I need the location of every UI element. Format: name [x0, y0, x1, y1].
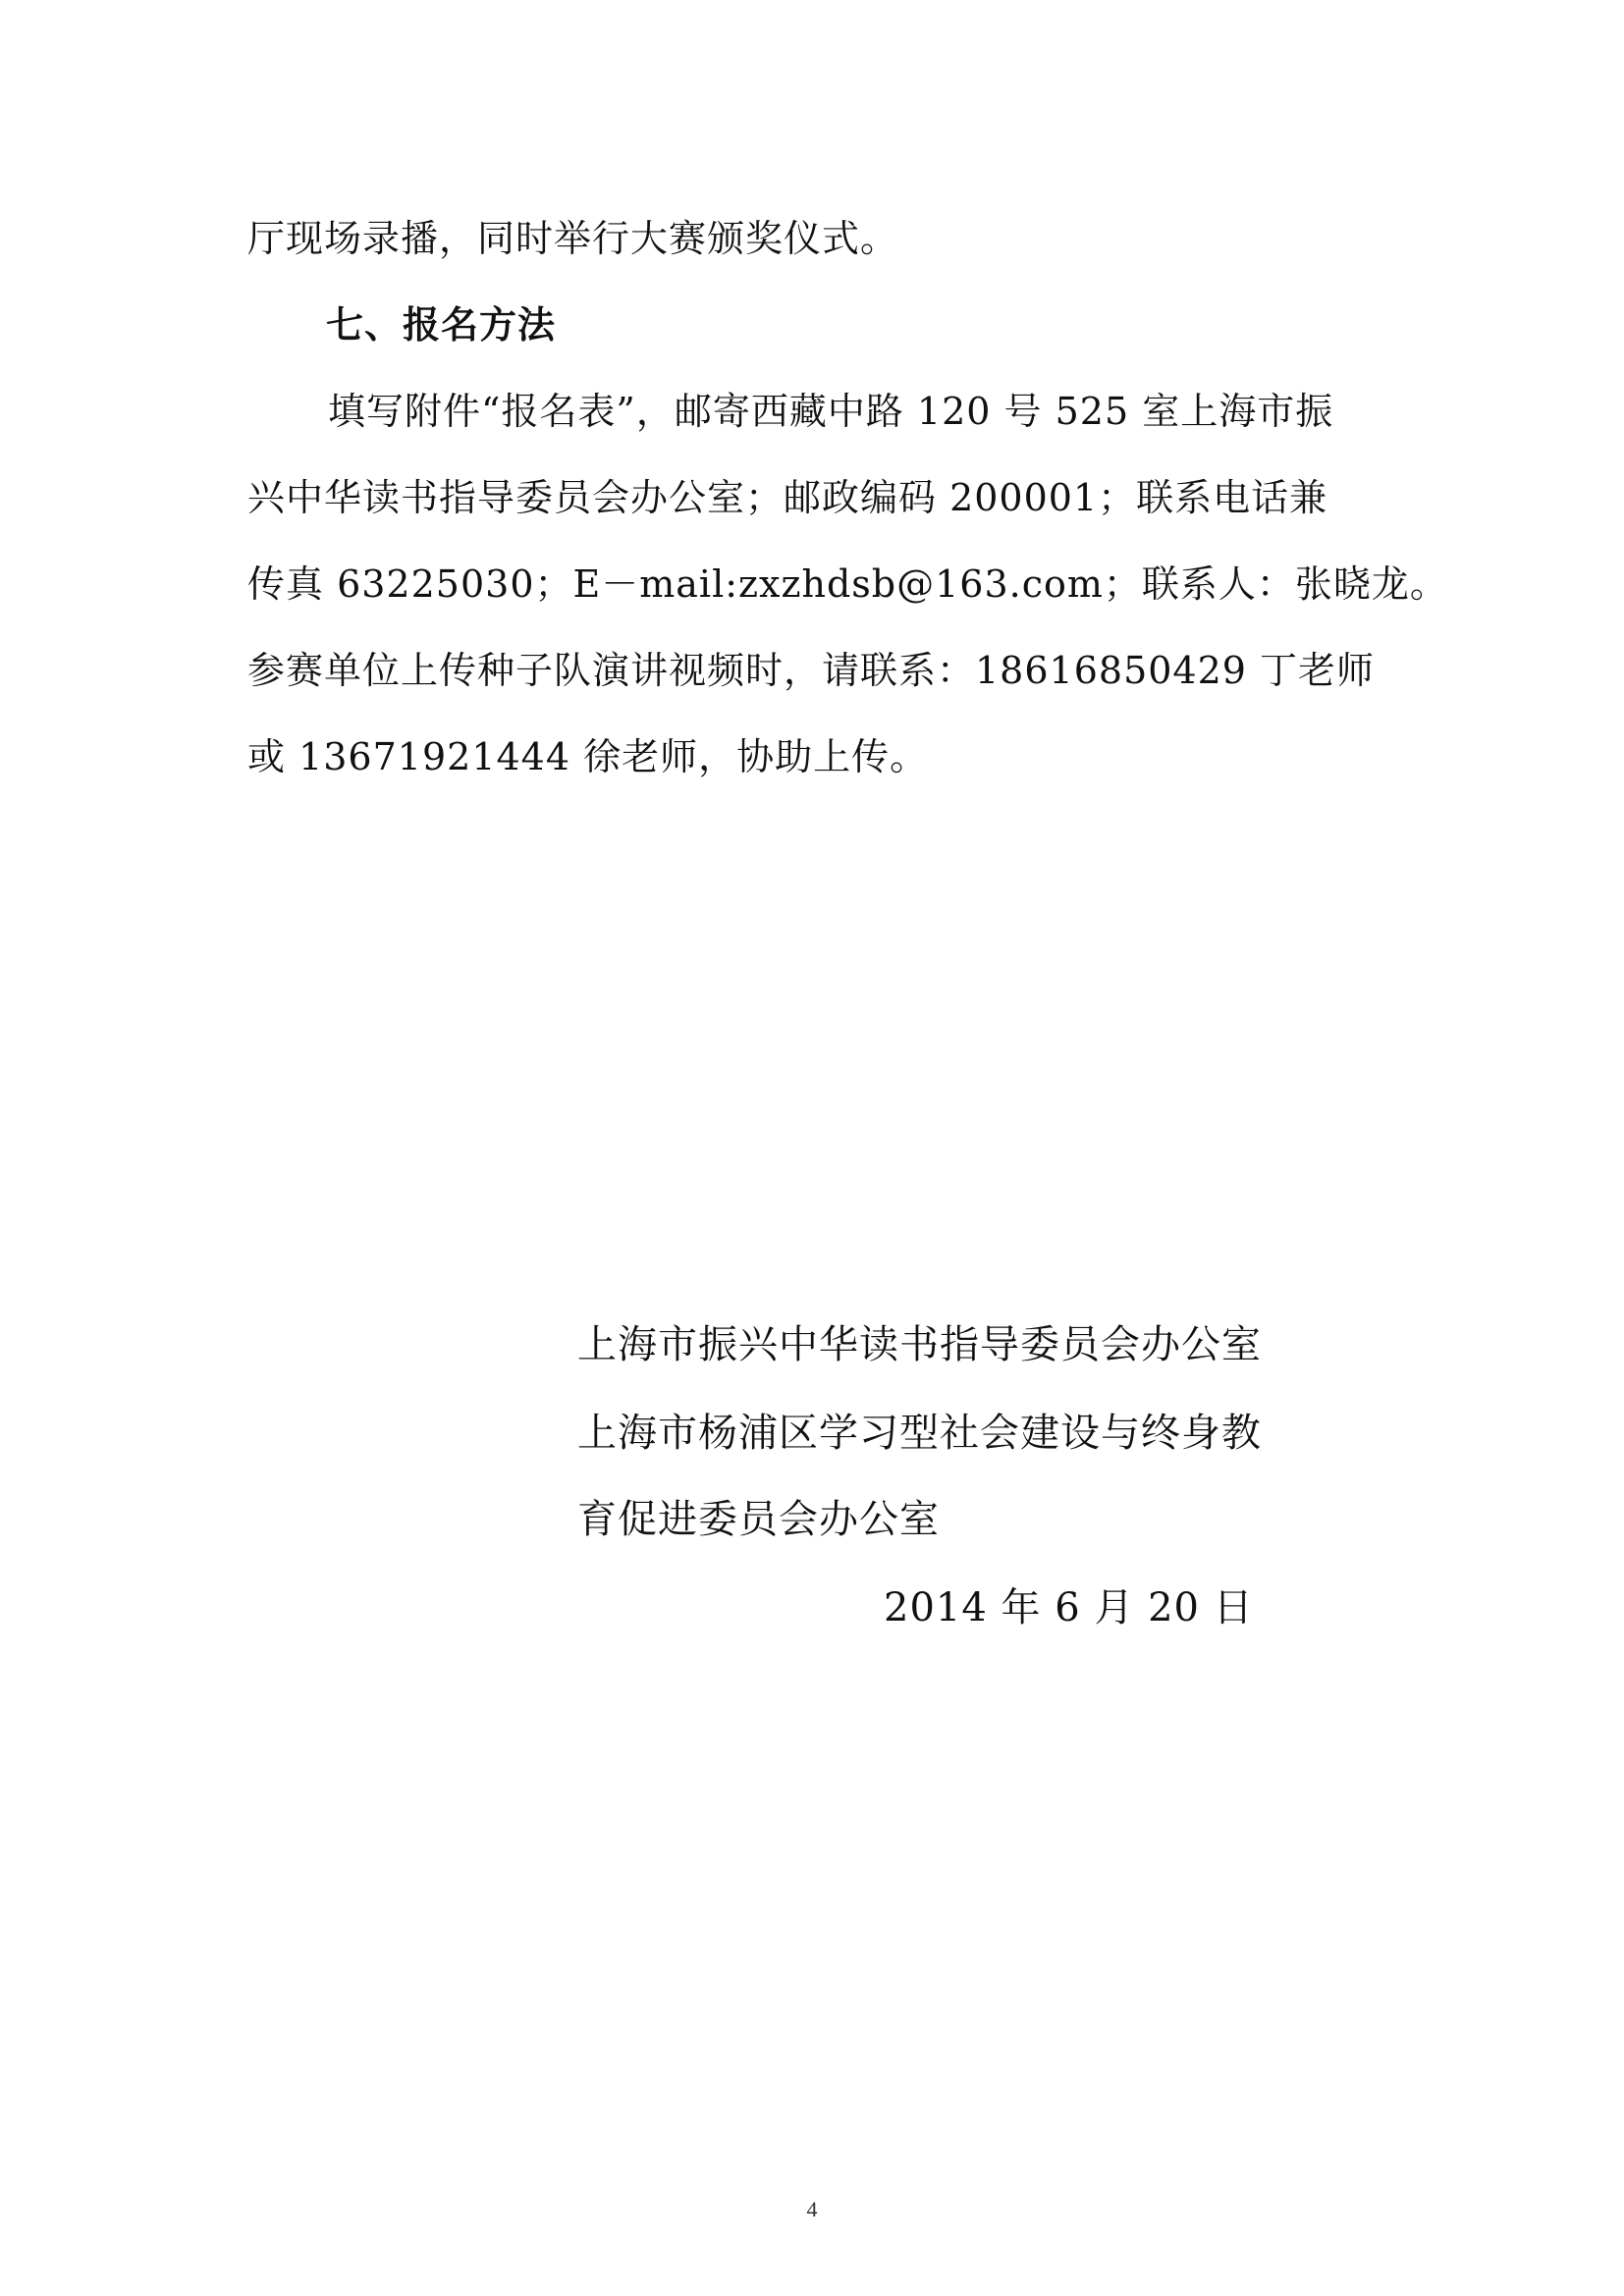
body-text-line-7: 或 13671921444 徐老师，协助上传。 — [247, 735, 929, 778]
signature-org-1: 上海市振兴中华读书指导委员会办公室 — [577, 1322, 1262, 1367]
body-text-line-5: 传真 63225030；E－mail:zxzhdsb@163.com；联系人：张晓龙。 — [247, 562, 1448, 606]
page-number: 4 — [806, 2197, 818, 2221]
body-text-line-4: 兴中华读书指导委员会办公室；邮政编码 200001；联系电话兼 — [247, 476, 1328, 519]
signature-org-2-line-1: 上海市杨浦区学习型社会建设与终身教 — [577, 1411, 1262, 1456]
body-text-line-3: 填写附件“报名表”，邮寄西藏中路 120 号 525 室上海市振 — [328, 390, 1334, 433]
body-text-line-6: 参赛单位上传种子队演讲视频时，请联系：18616850429 丁老师 — [247, 649, 1376, 692]
signature-date: 2014 年 6 月 20 日 — [884, 1585, 1254, 1630]
signature-org-2-line-2: 育促进委员会办公室 — [577, 1497, 940, 1542]
section-heading: 七、报名方法 — [326, 302, 557, 347]
body-text-line-1: 厅现场录播，同时举行大赛颁奖仪式。 — [247, 217, 899, 260]
